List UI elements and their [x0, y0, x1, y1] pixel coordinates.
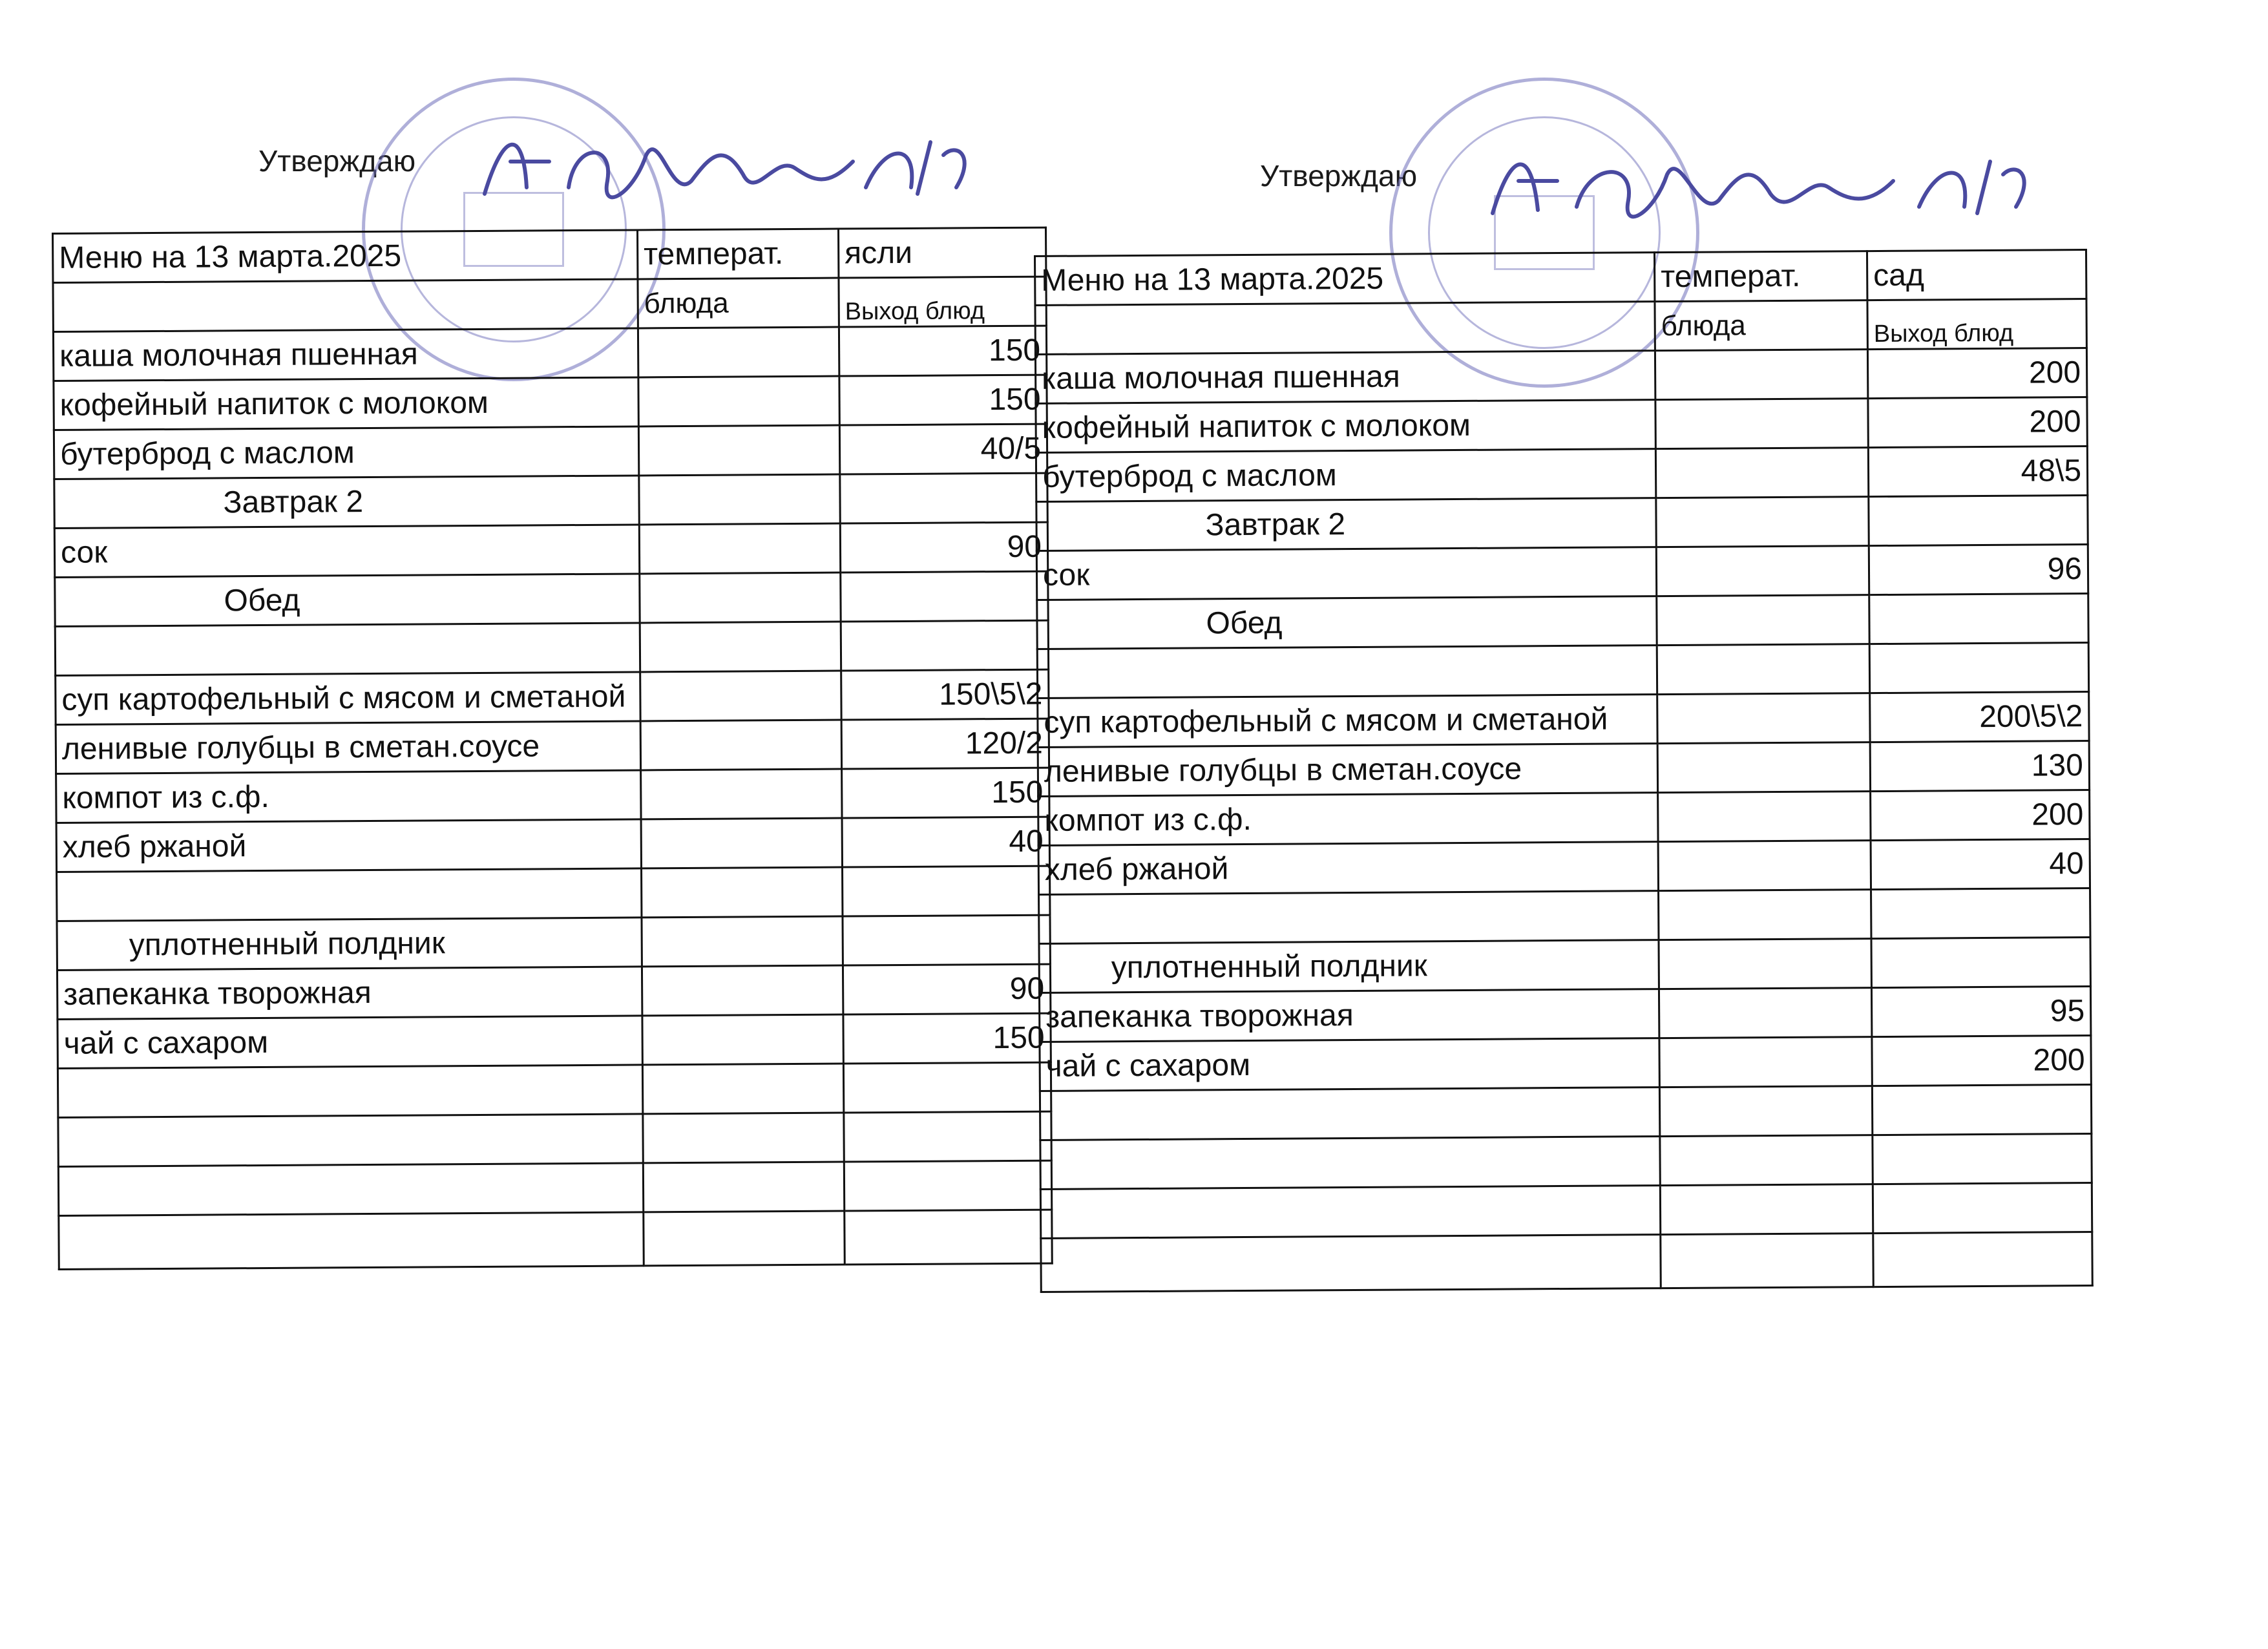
portion-output — [1869, 643, 2088, 693]
temperature-cell — [638, 425, 839, 476]
portion-output: 150 — [839, 326, 1047, 376]
portion-output: 200 — [1867, 348, 2086, 399]
dish-name: кофейный напиток с молоком — [1036, 400, 1655, 453]
temperature-cell — [1656, 546, 1869, 596]
portion-output: 150 — [841, 768, 1049, 818]
dish-name — [58, 1114, 643, 1167]
table-row — [55, 620, 1048, 675]
table-subheader-row — [53, 277, 1046, 331]
table-row — [55, 571, 1048, 626]
portion-output — [844, 1161, 1052, 1211]
dish-name: сок — [54, 525, 639, 578]
temperature-cell — [642, 1064, 843, 1114]
menu-title: Меню на 13 марта.2025 — [1035, 253, 1655, 306]
dish-name — [1040, 1087, 1659, 1140]
dish-name: чай с сахаром — [1040, 1038, 1659, 1091]
portion-output — [840, 473, 1048, 523]
temperature-cell — [1655, 399, 1868, 449]
menu-table-nursery — [52, 227, 1053, 1270]
table-row — [54, 522, 1047, 577]
portion-output: 200 — [1872, 1036, 2091, 1086]
table-row — [1036, 446, 2087, 502]
table-row — [56, 817, 1049, 872]
column-subheader-output: Выход блюд — [1867, 299, 2086, 350]
portion-output: 200 — [1868, 397, 2087, 448]
temperature-cell — [1659, 1037, 1872, 1087]
portion-output — [1869, 496, 2088, 546]
dish-name: суп картофельный с мясом и сметаной — [1038, 695, 1657, 748]
temperature-cell — [1661, 1234, 1874, 1288]
portion-output — [1871, 938, 2090, 988]
portion-output — [843, 915, 1051, 965]
dish-name — [55, 623, 640, 676]
dish-name: хлеб ржаной — [1038, 842, 1658, 895]
temperature-cell — [640, 769, 841, 819]
table-row — [59, 1210, 1052, 1269]
dish-name: сок — [1036, 547, 1656, 600]
dish-name — [1041, 1235, 1661, 1292]
temperature-cell — [1657, 693, 1870, 744]
portion-output — [845, 1210, 1053, 1265]
portion-output: 40/5 — [839, 424, 1047, 474]
table-row — [58, 1013, 1051, 1068]
portion-output: 150\5\2 — [841, 669, 1049, 720]
temperature-cell — [1659, 890, 1871, 940]
temperature-cell — [1660, 1135, 1873, 1186]
temperature-cell — [642, 965, 843, 1016]
portion-output — [842, 866, 1050, 916]
column-subheader-temp: блюда — [1655, 300, 1867, 351]
temperature-cell — [643, 1162, 844, 1212]
temperature-cell — [638, 376, 839, 426]
portion-output: 90 — [843, 964, 1051, 1014]
dish-name — [57, 868, 642, 921]
portion-output: 40 — [1871, 839, 2090, 890]
table-row — [54, 424, 1047, 479]
table-row — [57, 915, 1050, 970]
menu-title: Меню на 13 марта.2025 — [53, 230, 638, 283]
table-row — [1038, 741, 2089, 797]
portion-output: 95 — [1871, 987, 2090, 1037]
dish-name: компот из с.ф. — [56, 770, 641, 823]
dish-name: бутерброд с маслом — [1036, 449, 1655, 502]
table-row — [57, 964, 1050, 1019]
temperature-cell — [640, 572, 841, 623]
temperature-cell — [1656, 497, 1869, 547]
portion-output: 96 — [1869, 545, 2088, 595]
approval-label-left: Утверждаю — [258, 144, 416, 178]
temperature-cell — [1657, 742, 1870, 793]
table-row — [1040, 1085, 2091, 1140]
dish-name: ленивые голубцы в сметан.соусе — [56, 721, 640, 774]
signature-right — [1480, 136, 2061, 252]
table-row — [1036, 397, 2087, 453]
column-header-temp: температ. — [637, 229, 838, 279]
table-row — [1040, 1183, 2092, 1239]
temperature-cell — [640, 720, 841, 770]
table-row — [1041, 1232, 2092, 1292]
temperature-cell — [640, 671, 841, 721]
table-header-row — [53, 227, 1046, 282]
dish-name: каша молочная пшенная — [1035, 351, 1655, 404]
approval-label-right: Утверждаю — [1260, 159, 1418, 193]
portion-output — [841, 620, 1049, 671]
dish-name — [59, 1212, 644, 1270]
table-row — [56, 719, 1049, 773]
table-row — [56, 768, 1049, 823]
table-row — [1038, 790, 2090, 846]
dish-name — [1040, 1137, 1660, 1190]
temperature-cell — [1659, 988, 1871, 1038]
menu-table-kindergarten — [1034, 249, 2094, 1293]
portion-output: 90 — [840, 522, 1048, 572]
dish-name — [58, 1163, 643, 1216]
meal-section-label: Обед — [1037, 596, 1657, 649]
table-row — [1039, 938, 2090, 993]
temperature-cell — [1655, 350, 1867, 400]
dish-name: каша молочная пшенная — [53, 328, 638, 381]
meal-section-label: уплотненный полдник — [1039, 940, 1659, 993]
portion-output — [1873, 1183, 2092, 1234]
portion-output — [1869, 594, 2088, 644]
temperature-cell — [1655, 448, 1868, 498]
portion-output — [841, 571, 1049, 622]
column-header-temp: температ. — [1654, 251, 1867, 302]
empty-cell — [53, 279, 638, 332]
meal-section-label: Обед — [55, 574, 640, 627]
table-row — [1038, 692, 2089, 748]
empty-cell — [1035, 302, 1655, 355]
table-subheader-row — [1035, 299, 2086, 355]
dish-name — [58, 1065, 642, 1118]
temperature-cell — [1658, 841, 1871, 891]
signature-left — [465, 116, 982, 233]
column-header-group: ясли — [838, 227, 1046, 278]
dish-name: чай с сахаром — [58, 1016, 642, 1069]
portion-output: 40 — [842, 817, 1050, 867]
table-row — [1037, 643, 2088, 698]
column-subheader-temp: блюда — [638, 278, 839, 328]
portion-output: 200\5\2 — [1870, 692, 2089, 742]
table-row — [56, 669, 1049, 724]
dish-name: запеканка творожная — [57, 967, 642, 1020]
table-row — [1040, 1036, 2091, 1091]
table-row — [57, 866, 1050, 921]
table-row — [1040, 1134, 2092, 1190]
dish-name: хлеб ржаной — [56, 819, 641, 872]
table-row — [1039, 987, 2090, 1042]
column-header-group: сад — [1867, 250, 2086, 300]
portion-output: 150 — [839, 375, 1047, 425]
column-subheader-output: Выход блюд — [839, 277, 1047, 327]
table-row — [1038, 839, 2090, 895]
portion-output: 120/2 — [841, 719, 1049, 769]
portion-output: 150 — [843, 1013, 1051, 1064]
temperature-cell — [644, 1211, 845, 1266]
table-row — [58, 1062, 1051, 1117]
table-row — [1036, 545, 2088, 600]
temperature-cell — [1658, 792, 1871, 842]
dish-name: суп картофельный с мясом и сметаной — [56, 672, 640, 725]
meal-section-label: Завтрак 2 — [54, 476, 639, 529]
temperature-cell — [640, 622, 841, 672]
temperature-cell — [639, 474, 840, 525]
dish-name: ленивые голубцы в сметан.соусе — [1038, 744, 1657, 797]
table-row — [1035, 348, 2086, 404]
temperature-cell — [1659, 1086, 1872, 1137]
meal-section-label: уплотненный полдник — [57, 918, 642, 971]
table-header-row — [1035, 250, 2086, 306]
temperature-cell — [1659, 939, 1871, 989]
portion-output: 130 — [1870, 741, 2089, 792]
table-row — [1037, 594, 2088, 649]
dish-name — [1037, 646, 1657, 698]
table-row — [58, 1161, 1051, 1215]
temperature-cell — [642, 1014, 843, 1065]
meal-section-label: Завтрак 2 — [1036, 498, 1656, 551]
table-row — [53, 326, 1046, 381]
temperature-cell — [642, 916, 843, 967]
table-row — [1036, 496, 2088, 551]
portion-output: 200 — [1871, 790, 2090, 841]
dish-name: кофейный напиток с молоком — [54, 377, 638, 430]
portion-output — [1873, 1232, 2093, 1287]
dish-name: бутерброд с маслом — [54, 426, 638, 479]
portion-output: 48\5 — [1868, 446, 2087, 497]
dish-name — [1040, 1186, 1660, 1239]
dish-name: компот из с.ф. — [1038, 793, 1658, 846]
portion-output — [844, 1111, 1052, 1162]
temperature-cell — [1657, 595, 1869, 646]
portion-output — [843, 1062, 1051, 1113]
portion-output — [1871, 888, 2090, 939]
dish-name — [1039, 891, 1659, 944]
dish-name: запеканка творожная — [1039, 989, 1659, 1042]
temperature-cell — [641, 867, 842, 918]
table-row — [1039, 888, 2090, 944]
temperature-cell — [638, 327, 839, 377]
temperature-cell — [643, 1113, 844, 1163]
portion-output — [1873, 1134, 2092, 1184]
portion-output — [1872, 1085, 2091, 1135]
temperature-cell — [1657, 644, 1869, 695]
table-row — [54, 375, 1047, 430]
table-row — [54, 473, 1047, 528]
table-row — [58, 1111, 1051, 1166]
temperature-cell — [1660, 1184, 1873, 1235]
temperature-cell — [641, 818, 842, 868]
temperature-cell — [639, 523, 840, 574]
